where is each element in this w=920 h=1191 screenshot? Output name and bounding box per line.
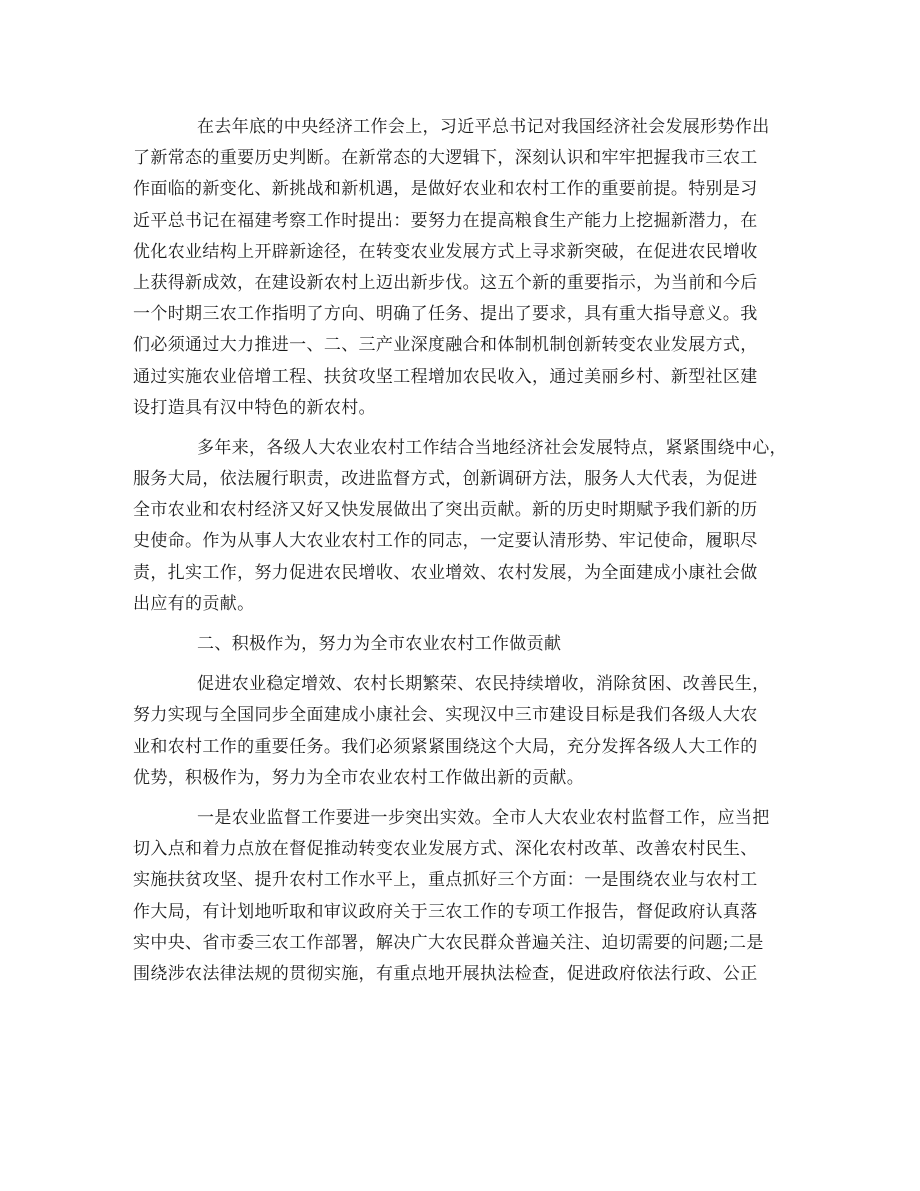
text-line: 一是农业监督工作要进一步突出实效。全市人大农业农村监督工作，应当把 bbox=[197, 807, 770, 828]
text-line: 实施扶贫攻坚、提升农村工作水平上，重点抓好三个方面：一是围绕农业与农村工 bbox=[133, 870, 758, 891]
text-line: 们必须通过大力推进一、二、三产业深度融合和体制机制创新转变农业发展方式， bbox=[133, 335, 758, 356]
text-line: 在去年底的中央经济工作会上，习近平总书记对我国经济社会发展形势作出 bbox=[197, 117, 770, 137]
text-line: 通过实施农业倍增工程、扶贫攻坚工程增加农民收入，通过美丽乡村、新型社区建 bbox=[133, 366, 758, 387]
text-line: 切入点和着力点放在督促推动转变农业发展方式、深化农村改革、改善农村民生、 bbox=[133, 839, 758, 860]
text-line: 作面临的新变化、新挑战和新机遇，是做好农业和农村工作的重要前提。特别是习 bbox=[133, 179, 758, 200]
text-line: 设打造具有汉中特色的新农村。 bbox=[133, 397, 376, 418]
text-line: 史使命。作为从事人大农业农村工作的同志，一定要认清形势、牢记使命，履职尽 bbox=[133, 531, 758, 552]
text-line: 责，扎实工作，努力促进农民增收、农业增效、农村发展，为全面建成小康社会做 bbox=[133, 562, 758, 583]
section-heading: 二、积极作为，努力为全市农业农村工作做贡献 bbox=[197, 634, 562, 654]
text-line: 努力实现与全国同步全面建成小康社会、实现汉中三市建设目标是我们各级人大农 bbox=[133, 705, 758, 726]
text-line: 作大局，有计划地听取和审议政府关于三农工作的专项工作报告，督促政府认真落 bbox=[133, 901, 758, 922]
text-line: 了新常态的重要历史判断。在新常态的大逻辑下，深刻认识和牢牢把握我市三农工 bbox=[133, 148, 758, 169]
document-body bbox=[133, 112, 793, 990]
text-line: 上获得新成效，在建设新农村上迈出新步伐。这五个新的重要指示，为当前和今后 bbox=[133, 272, 758, 293]
text-line: 优势，积极作为，努力为全市农业农村工作做出新的贡献。 bbox=[133, 767, 585, 788]
text-line: 服务大局，依法履行职责，改进监督方式，创新调研方法，服务人大代表，为促进 bbox=[133, 469, 758, 490]
text-line: 全市农业和农村经济又好又快发展做出了突出贡献。新的历史时期赋予我们新的历 bbox=[133, 500, 758, 521]
text-line: 促进农业稳定增效、农村长期繁荣、农民持续增收，消除贫困、改善民生， bbox=[197, 674, 770, 695]
text-line: 优化农业结构上开辟新途径，在转变农业发展方式上寻求新突破，在促进农民增收 bbox=[133, 241, 758, 262]
text-line: 出应有的贡献。 bbox=[133, 593, 255, 614]
text-line: 一个时期三农工作指明了方向、明确了任务、提出了要求，具有重大指导意义。我 bbox=[133, 304, 758, 325]
text-line: 业和农村工作的重要任务。我们必须紧紧围绕这个大局，充分发挥各级人大工作的 bbox=[133, 736, 758, 757]
text-line: 多年来，各级人大农业农村工作结合当地经济社会发展特点，紧紧围绕中心， bbox=[197, 437, 787, 458]
text-line: 实中央、省市委三农工作部署，解决广大农民群众普遍关注、迫切需要的问题;二是 bbox=[133, 932, 764, 953]
text-line: 近平总书记在福建考察工作时提出：要努力在提高粮食生产能力上挖掘新潜力，在 bbox=[133, 210, 758, 231]
text-line: 围绕涉农法律法规的贯彻实施，有重点地开展执法检查，促进政府依法行政、公正 bbox=[133, 963, 758, 984]
